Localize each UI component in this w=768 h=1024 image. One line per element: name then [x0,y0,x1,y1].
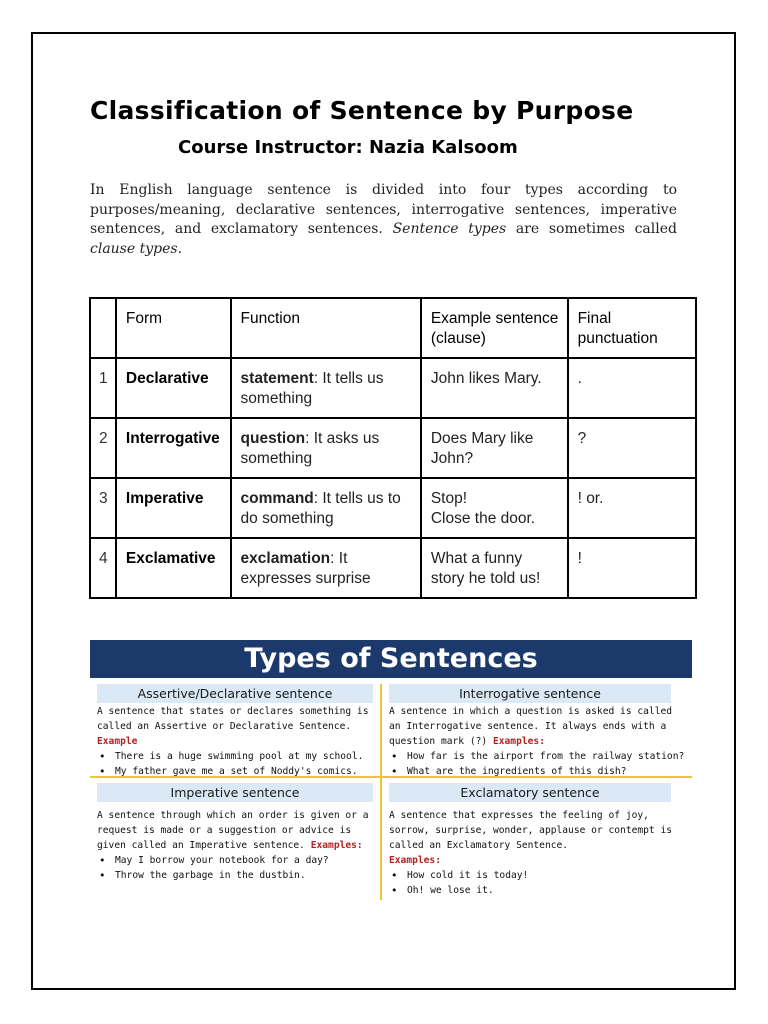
example-cell [421,538,568,598]
table-row [90,358,696,418]
interrogative-examples [389,749,685,779]
function-description: : It asks us something [240,430,380,467]
list-item: • How far is the airport from the railway station? [389,749,679,764]
function-term: command [240,490,314,507]
function-description: : It tells us something [240,370,384,407]
list-item: • May I borrow your notebook for a day? [97,853,377,868]
punctuation-cell: ? [568,418,696,478]
header-punctuation: Final punctuation [568,298,696,358]
exclamatory-examples [389,868,679,898]
form-cell: Imperative [116,478,231,538]
infographic-banner: Types of Sentences [90,640,692,678]
imperative-body [97,808,377,883]
list-item: • There is a huge swimming pool at my school. [97,749,377,764]
exclamatory-section [389,783,679,898]
example-line: What a funny story he told us! [430,550,541,587]
example-cell [421,418,568,478]
interrogative-section [389,684,685,779]
imperative-section [97,783,377,883]
example-line: Does Mary like John? [430,430,534,467]
function-term: question [240,430,306,447]
list-item: • My father gave me a set of Noddy's comics. [97,764,377,779]
function-description: : It expresses surprise [240,550,371,587]
example-line: Close the door. [430,510,536,527]
sentence-types-table [89,297,697,599]
vertical-divider [380,684,382,900]
imperative-heading: Imperative sentence [97,783,373,802]
row-number: 1 [90,358,116,418]
intro-italic-1: Sentence types [392,221,507,237]
list-item: • Throw the garbage in the dustbin. [97,868,377,883]
list-item: • How cold it is today! [389,868,679,883]
interrogative-heading: Interrogative sentence [389,684,671,703]
function-cell [231,358,421,418]
document-subtitle: Course Instructor: Nazia Kalsoom [178,137,518,158]
example-line: John likes Mary. [430,370,542,387]
table-row [90,538,696,598]
intro-text-1: In English language sentence is divided into four types according to purposes/meaning, declarative sentences, interrogative sentences, imperative sentences, and exclamatory sentences. [90,182,677,237]
header-function: Function [231,298,421,358]
assertive-examples [97,749,377,779]
form-cell: Exclamative [116,538,231,598]
imperative-text: A sentence through which an order is given or a request is made or a suggestion or advice is given called an Imperative sentence. [97,810,369,851]
header-num [90,298,116,358]
function-cell [231,538,421,598]
intro-italic-2: clause types [90,240,178,257]
punctuation-cell: ! [568,538,696,598]
imperative-examples [97,853,377,883]
punctuation-cell: . [568,358,696,418]
document-title: Classification of Sentence by Purpose [90,96,634,125]
exclamatory-heading: Exclamatory sentence [389,783,671,802]
function-cell [231,418,421,478]
interrogative-examples-label: Examples: [492,736,545,747]
function-description: : It tells us to do something [240,490,401,527]
types-of-sentences-infographic [90,640,692,902]
assertive-examples-label: Example [97,736,138,747]
table-row [90,418,696,478]
example-cell [421,478,568,538]
intro-text-2: are sometimes called [506,221,677,237]
interrogative-text: A sentence in which a question is asked is called an Interrogative sentence. It always ends with a question mark (?) [389,706,673,747]
punctuation-cell: ! or. [568,478,696,538]
table-row [90,478,696,538]
assertive-heading: Assertive/Declarative sentence [97,684,373,703]
assertive-section [97,684,377,779]
row-number: 4 [90,538,116,598]
header-form: Form [116,298,231,358]
form-cell: Declarative [116,358,231,418]
function-term: statement [240,370,314,387]
imperative-examples-label: Examples: [310,840,363,851]
example-line: Stop! [430,490,468,507]
function-term: exclamation [240,550,331,567]
list-item: • What are the ingredients of this dish? [389,764,679,779]
row-number: 2 [90,418,116,478]
row-number: 3 [90,478,116,538]
assertive-body [97,704,377,779]
exclamatory-body [389,808,679,898]
form-cell: Interrogative [116,418,231,478]
intro-text-3: . [177,240,183,257]
interrogative-body [389,704,685,779]
intro-paragraph [90,181,677,259]
exclamatory-text: A sentence that expresses the feeling of joy, sorrow, surprise, wonder, applause or contempt is called an Exclamatory Sentence. [389,810,673,851]
exclamatory-examples-label: Examples: [389,855,441,866]
function-cell [231,478,421,538]
list-item: • Oh! we lose it. [389,883,679,898]
table-header-row [90,298,696,358]
header-example: Example sentence (clause) [421,298,568,358]
assertive-text: A sentence that states or declares something is called an Assertive or Declarative Sentence. [97,706,369,732]
example-cell [421,358,568,418]
